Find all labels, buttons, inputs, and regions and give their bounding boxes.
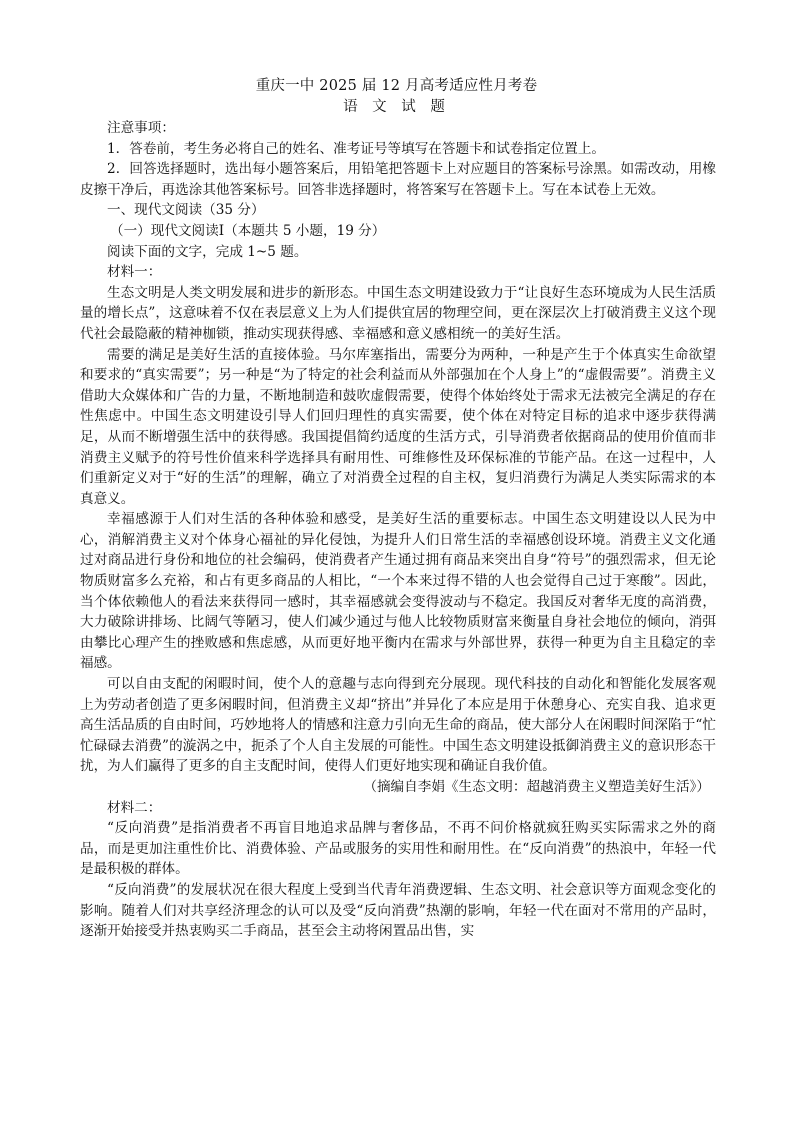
material-one-label: 材料一：: [107, 264, 162, 281]
exam-header: [0, 76, 793, 117]
notice-label: 注意事项：: [107, 120, 175, 136]
section-heading: 一、现代文阅读（35 分）: [107, 202, 265, 219]
notice-item: 2．回答选择题时，选出每小题答案后，用铅笔把答题卡上对应题目的答案标号涂黑。如需改动，用橡皮擦干净后，再选涂其他答案标号。回答非选择题时，将答案写在答题卡上。写在本试卷上无效。: [80, 161, 716, 198]
exam-body: [80, 118, 716, 942]
material-two-paragraph: “反向消费”的发展状况在很大程度上受到当代青年消费逻辑、生态文明、社会意识等方面观念变化的影响。随着人们对共享经济理念的认可以及受“反向消费”热潮的影响，年轻一代在面对不常用的产品时，逐渐开始接受并热衷购买二手商品，甚至会主动将闲置品出售，实: [80, 881, 716, 940]
exam-title: 重庆一中 2025 届 12 月高考适应性月考卷: [255, 78, 538, 94]
reading-instruction: 阅读下面的文字，完成 1~5 题。: [107, 243, 308, 260]
exam-subject: 语 文 试 题: [343, 99, 450, 115]
material-one-paragraph: 需要的满足是美好生活的直接体验。马尔库塞指出，需要分为两种，一种是产生于个体真实生命欲望和要求的“真实需要”；另一种是“为了特定的社会利益而从外部强加在个人身上”的“虚假需要”。消费主义借助大众媒体和广告的力量，不断地制造和鼓吹虚假需要，使得个体始终处于需求无法被完全满足的存在性焦虑中。中国生态文明建设引导人们回归理性的真实需要，使个体在对特定目标的追求中逐步获得满足，从而不断增强生活中的获得感。我国提倡简约适度的生活方式，引导消费者依据商品的使用价值而非消费主义赋予的符号性价值来科学选择具有耐用性、可维修性及环保标准的节能产品。在这一过程中，人们重新定义对于“好的生活”的理解，确立了对消费全过程的自主权，复归消费行为满足人类实际需求的本真意义。: [80, 346, 716, 507]
material-one-paragraph: 可以自由支配的闲暇时间，使个人的意趣与志向得到充分展现。现代科技的自动化和智能化发展客观上为劳动者创造了更多闲暇时间，但消费主义却“挤出”并异化了本应是用于休憩身心、充实自我、追求更高生活品质的自由时间，巧妙地将人的情感和注意力引向无生命的商品，使大部分人在闲暇时间深陷于“忙忙碌碌去消费”的漩涡之中，扼杀了个人自主发展的可能性。中国生态文明建设抵御消费主义的意识形态干扰，为人们赢得了更多的自主支配时间，使得人们更好地实现和确证自我价值。: [80, 676, 716, 775]
material-two-label: 材料二：: [107, 799, 162, 816]
notice-item: 1．答卷前，考生务必将自己的姓名、准考证号等填写在答题卡和试卷指定位置上。: [107, 140, 606, 157]
material-two-paragraph: “反向消费”是指消费者不再盲目地追求品牌与奢侈品，不再不问价格就疯狂购买实际需求之外的商品，而是更加注重性价比、消费体验、产品或服务的实用性和耐用性。在“反向消费”的热浪中，年轻一代是最积极的群体。: [80, 820, 716, 878]
section-subheading: （一）现代文阅读Ⅰ（本题共 5 小题，19 分）: [110, 222, 386, 239]
material-one-paragraph: 生态文明是人类文明发展和进步的新形态。中国生态文明建设致力于“让良好生态环境成为人民生活质量的增长点”，这意味着不仅在表层意义上为人们提供宜居的物理空间，更在深层次上打破消费主义这个现代社会最隐蔽的精神枷锁，推动实现获得感、幸福感和意义感相统一的美好生活。: [80, 284, 716, 342]
material-one-paragraph: 幸福感源于人们对生活的各种体验和感受，是美好生活的重要标志。中国生态文明建设以人民为中心，消解消费主义对个体身心福祉的异化侵蚀，为提升人们日常生活的幸福感创设环境。消费主义文化通过对商品进行身份和地位的社会编码，使消费者产生通过拥有商品来突出自身“符号”的强烈需求，但无论物质财富多么充裕，和占有更多商品的人相比，“一个本来过得不错的人也会觉得自己过于寒酸”。因此，当个体依赖他人的看法来获得同一感时，其幸福感就会变得波动与不稳定。我国反对奢华无度的高消费，大力破除讲排场、比阔气等陋习，使人们减少通过与他人比较物质财富来衡量自身社会地位的倾向，消弭由攀比心理产生的挫败感和焦虑感，从而更好地平衡内在需求与外部世界，获得一种更为自主且稳定的幸福感。: [80, 511, 716, 672]
material-one-source: （摘编自李娟《生态文明：超越消费主义塑造美好生活》）: [363, 779, 710, 795]
